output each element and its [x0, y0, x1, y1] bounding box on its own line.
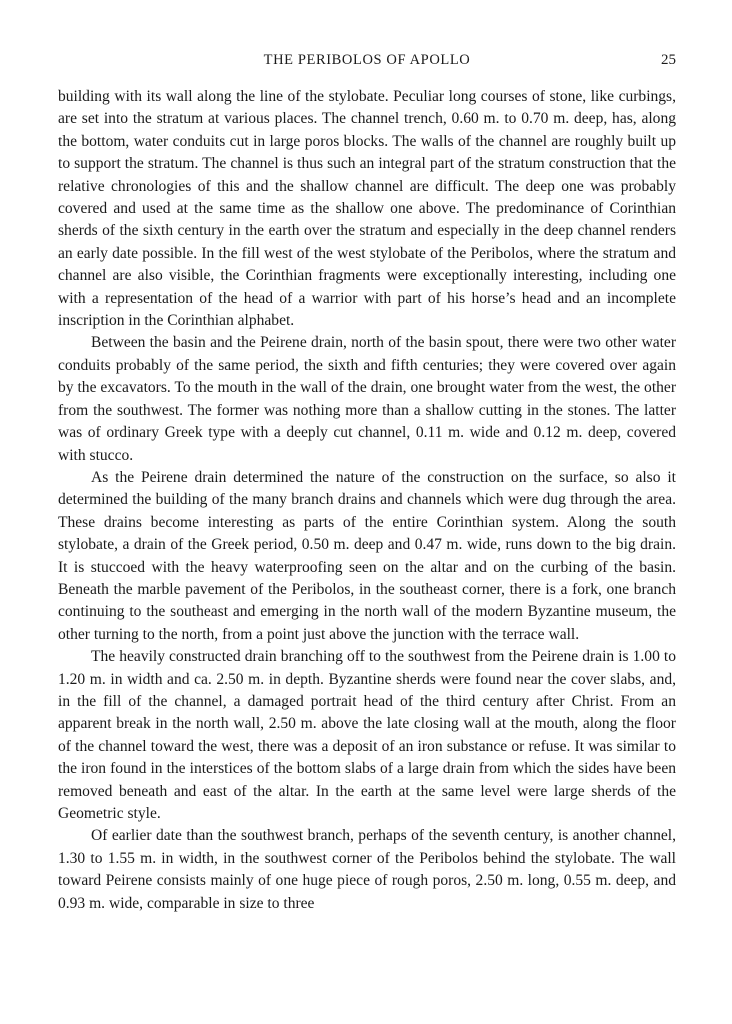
- body-text: [58, 86, 676, 915]
- page-number: 25: [661, 52, 676, 68]
- paragraph-continued: building with its wall along the line of the stylobate. Peculiar long courses of stone, like curbings, are set into the stratum at various places. The channel trench, 0.60 m. to 0.70 m. deep, has, along the bottom, water conduits cut in large poros blocks. The walls of the channel are roughly built up to support the stratum. The channel is thus such an integral part of the stratum construction that the relative chronologies of this and the shallow channel are difficult. The deep one was probably covered and used at the same time as the shallow one above. The predominance of Corinthian sherds of the sixth century in the earth over the stratum and especially in the deep channel renders an early date possible. In the fill west of the west stylobate of the Peribolos, where the stratum and channel are also visible, the Corinthian fragments were exceptionally interesting, including one with a representation of the head of a warrior with part of his horse’s head and an incomplete inscription in the Corinthian alphabet.: [58, 88, 676, 330]
- paragraph-branch-drains: As the Peirene drain determined the nature of the construction on the surface, so also it determined the building of the many branch drains and channels which were dug through the area. These drains become interesting as parts of the entire Corinthian system. Along the south stylobate, a drain of the Greek period, 0.50 m. deep and 0.47 m. wide, runs down to the big drain. It is stuccoed with the heavy waterproofing seen on the altar and on the curbing of the basin. Beneath the marble pavement of the Peribolos, in the southeast corner, there is a fork, one branch continuing to the southeast and emerging in the north wall of the modern Byzantine museum, the other turning to the north, from a point just above the junction with the terrace wall.: [58, 468, 676, 643]
- paragraph-water-conduits: Between the basin and the Peirene drain, north of the basin spout, there were two other water conduits probably of the same period, the sixth and fifth centuries; they were covered over again by the excavators. To the mouth in the wall of the drain, one brought water from the west, the other from the southwest. The former was nothing more than a shallow cutting in the stones. The latter was of ordinary Greek type with a deeply cut channel, 0.11 m. wide and 0.12 m. deep, covered with stucco.: [58, 334, 676, 464]
- running-head: [58, 52, 676, 72]
- paragraph-earlier-channel: Of earlier date than the southwest branch, perhaps of the seventh century, is another channel, 1.30 to 1.55 m. in width, in the southwest corner of the Peribolos behind the stylobate. The wall toward Peirene consists mainly of one huge piece of rough poros, 2.50 m. long, 0.55 m. deep, and 0.93 m. wide, comparable in size to three: [58, 827, 676, 912]
- paragraph-southwest-drain: The heavily constructed drain branching off to the southwest from the Peirene drain is 1.00 to 1.20 m. in width and ca. 2.50 m. in depth. Byzantine sherds were found near the cover slabs, and, in the fill of the channel, a damaged portrait head of the third century after Christ. From an apparent break in the north wall, 2.50 m. above the late closing wall at the mouth, along the floor of the channel toward the west, there was a deposit of an iron substance or refuse. It was similar to the iron found in the interstices of the bottom slabs of a large drain from which the sides have been removed beneath and east of the altar. In the earth at the same level were large sherds of the Geometric style.: [58, 648, 676, 822]
- running-title: THE PERIBOLOS OF APOLLO: [263, 52, 471, 68]
